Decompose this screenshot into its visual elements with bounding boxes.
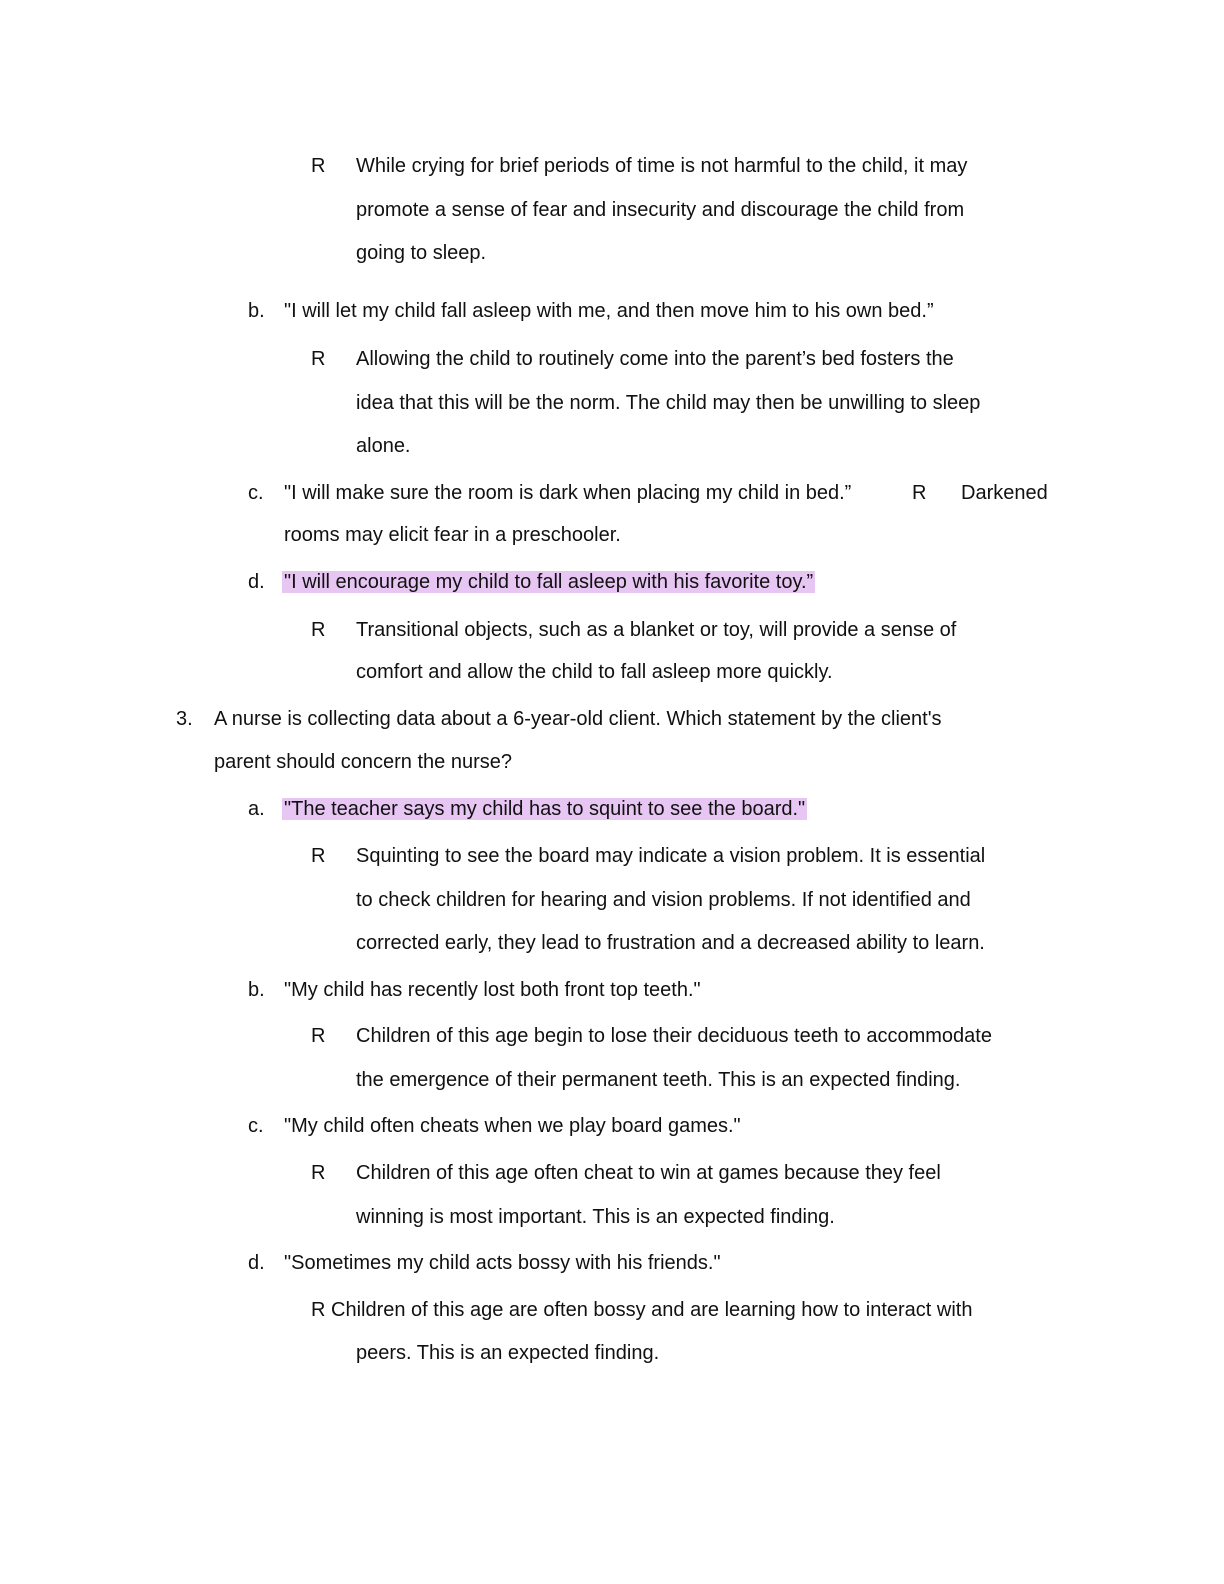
rationale-text-inline: Darkened <box>961 482 1048 504</box>
option-letter: b. <box>248 300 265 322</box>
question-stem-line: parent should concern the nurse? <box>214 751 512 773</box>
rationale-text-line: comfort and allow the child to fall asleep more quickly. <box>356 661 833 683</box>
rationale-text-line: R Children of this age are often bossy and are learning how to interact with <box>311 1299 973 1321</box>
rationale-text-line: winning is most important. This is an expected finding. <box>356 1206 835 1228</box>
rationale-text-line: Children of this age begin to lose their deciduous teeth to accommodate <box>356 1025 992 1047</box>
option-text: "I will let my child fall asleep with me, and then move him to his own bed.” <box>284 300 934 322</box>
option-text: "My child often cheats when we play board games." <box>284 1115 741 1137</box>
option-letter: d. <box>248 571 265 593</box>
rationale-marker: R <box>311 619 326 641</box>
correct-answer-highlight: "I will encourage my child to fall asleep with his favorite toy.” <box>284 571 814 593</box>
option-text: "My child has recently lost both front top teeth." <box>284 979 701 1001</box>
option-letter: d. <box>248 1252 265 1274</box>
rationale-text-line: going to sleep. <box>356 242 487 264</box>
option-text: "Sometimes my child acts bossy with his friends." <box>284 1252 721 1274</box>
option-text: "I will make sure the room is dark when placing my child in bed.” <box>284 482 852 504</box>
option-letter: c. <box>248 482 264 504</box>
rationale-text-line: corrected early, they lead to frustration and a decreased ability to learn. <box>356 932 985 954</box>
rationale-marker: R <box>311 1025 326 1047</box>
rationale-text-line: peers. This is an expected finding. <box>356 1342 660 1364</box>
option-letter: a. <box>248 798 265 820</box>
correct-answer-highlight: "The teacher says my child has to squint to see the board." <box>284 798 806 820</box>
rationale-text-line: promote a sense of fear and insecurity and discourage the child from <box>356 199 965 221</box>
rationale-text-line: Squinting to see the board may indicate a vision problem. It is essential <box>356 845 986 867</box>
option-letter: b. <box>248 979 265 1001</box>
option-letter: c. <box>248 1115 264 1137</box>
rationale-text-line: rooms may elicit fear in a preschooler. <box>284 524 621 546</box>
rationale-text-line: idea that this will be the norm. The child may then be unwilling to sleep <box>356 392 981 414</box>
rationale-text-line: Transitional objects, such as a blanket or toy, will provide a sense of <box>356 619 957 641</box>
rationale-text-line: the emergence of their permanent teeth. This is an expected finding. <box>356 1069 961 1091</box>
rationale-marker: R <box>311 1162 326 1184</box>
question-number: 3. <box>176 708 193 730</box>
rationale-text-line: to check children for hearing and vision problems. If not identified and <box>356 889 971 911</box>
rationale-text-line: While crying for brief periods of time is not harmful to the child, it may <box>356 155 968 177</box>
rationale-marker: R <box>912 482 927 504</box>
rationale-text-line: alone. <box>356 435 411 457</box>
rationale-marker: R <box>311 845 326 867</box>
rationale-text-line: Children of this age often cheat to win at games because they feel <box>356 1162 941 1184</box>
rationale-text-line: Allowing the child to routinely come into the parent’s bed fosters the <box>356 348 954 370</box>
rationale-marker: R <box>311 155 326 177</box>
rationale-marker: R <box>311 348 326 370</box>
question-stem-line: A nurse is collecting data about a 6-year-old client. Which statement by the client's <box>214 708 942 730</box>
